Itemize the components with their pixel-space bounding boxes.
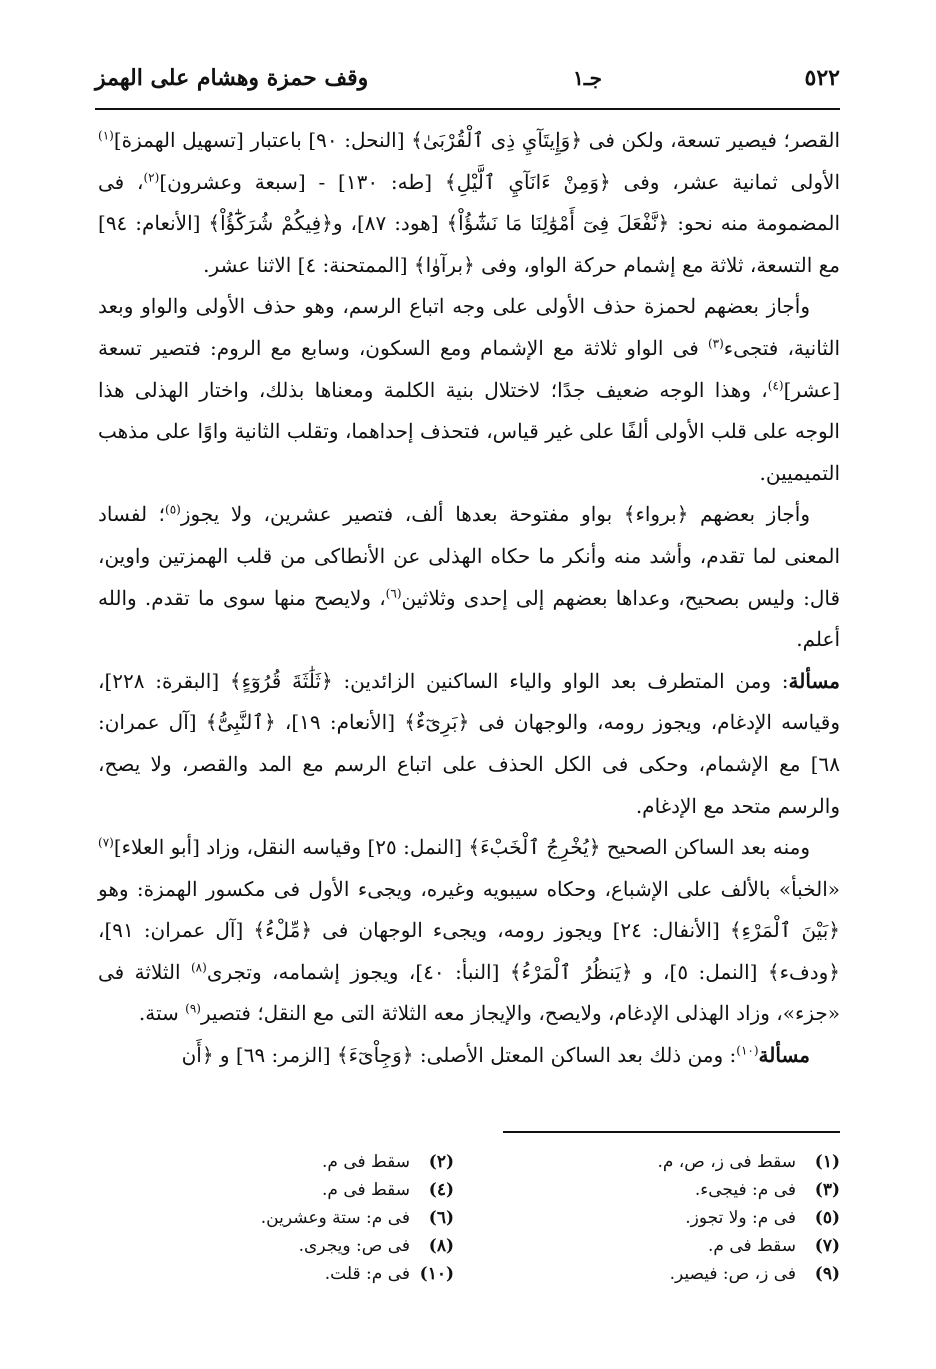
- footnote-number: (٨): [428, 1236, 454, 1256]
- text-segment: ، فى المضمومة منه نحو: ﴿نَّفْعَلَ فِىٓ أَمْوَٰلِنَا مَا نَشَٰٓؤُاْ﴾ [هود: ٨٧]، و﴿فِيكُمْ شُرَكَٰٓؤُاْ﴾ [الأنعام: ٩٤] مع التسعة، ثلاثة مع إشمام حركة الواو، وفى ﴿برآوٰا﴾ [الممتحنة: ٤] الاثنا عشر.: [98, 169, 840, 277]
- paragraph: [98, 1035, 840, 1077]
- page-header: [95, 56, 840, 100]
- text-segment: الثلاثة فى «جزء»، وزاد الهذلى الإدغام، ولايصح، والإيجاز معه الثلاثة التى مع النقل؛ فتصير: [98, 959, 840, 1026]
- text-segment: ، وهذا الوجه ضعيف جدًا؛ لاختلال بنية الكلمة ومعناها بذلك، واختار الهذلى هذا الوجه على قلب الأولى ألفًا على غير قياس، فتحذف إحداهما، وتقلب الثانية واوًا على مذهب التميميين.: [98, 377, 840, 485]
- footnote-number: (٦): [428, 1208, 454, 1228]
- footnote-marker: (٨): [190, 960, 207, 975]
- text-segment: ؛ لفساد المعنى لما تقدم، وأشد منه وأنكر ما حكاه الهذلى عن الأنطاكى من قلب الهمزتين واوين، قال: وليس بصحيح، وعداها بعضهم إلى إحدى وثلاثين: [98, 502, 841, 610]
- footnote-marker: (٦): [385, 585, 402, 600]
- footnote: [98, 1260, 454, 1288]
- text-segment: : ومن ذلك بعد الساكن المعتل الأصلى: ﴿وَجِاْىٓءَ﴾ [الزمر: ٦٩] و ﴿أَن: [181, 1043, 737, 1068]
- footnote: [98, 1232, 454, 1260]
- text-segment: ومنه بعد الساكن الصحيح ﴿يُخْرِجُ ٱلْخَبْءَ﴾ [النمل: ٢٥] وقياسه النقل، وزاد [أبو العلاء]: [113, 835, 810, 860]
- section-heading: مسألة: [758, 1043, 810, 1068]
- footnote-text: فى م: قلت.: [324, 1264, 410, 1284]
- footnote-marker: (٢): [143, 169, 160, 184]
- footnote-number: (١): [814, 1152, 840, 1172]
- paragraph: [98, 494, 840, 660]
- footnote: [484, 1148, 840, 1176]
- footnote-marker: (٤): [767, 377, 784, 392]
- footnote-text: فى م: ستة وعشرين.: [260, 1208, 410, 1228]
- footnote-rule: [503, 1131, 840, 1133]
- text-segment: القصر؛ فيصير تسعة، ولكن فى ﴿وَإِيتَآيِ ذِى ٱلْقُرْبَىٰ﴾ [النحل: ٩٠] باعتبار [تسهيل الهمزة]: [113, 128, 840, 152]
- footnote-text: سقط فى م.: [321, 1152, 410, 1172]
- footnote-text: فى ز، ص: فيصير.: [669, 1264, 796, 1284]
- paragraph: [98, 827, 840, 1035]
- footnote-marker: (٩): [185, 1001, 201, 1016]
- footnote-marker: (٥): [165, 502, 181, 517]
- footnotes: [98, 1148, 840, 1308]
- footnote-text: سقط فى م.: [321, 1180, 410, 1200]
- section-heading: مسألة: [788, 668, 840, 693]
- footnote-marker: (٣): [707, 336, 724, 351]
- footnote-number: (٥): [814, 1208, 840, 1228]
- text-segment: وأجاز بعضهم لحمزة حذف الأولى على وجه اتباع الرسم، وهو حذف الأولى والواو وبعد الثانية، فتجىء: [98, 294, 841, 360]
- footnote-marker: (٧): [98, 835, 114, 850]
- footnote: [98, 1148, 454, 1176]
- footnote-number: (٣): [814, 1180, 840, 1200]
- footnote-marker: (١٠): [736, 1043, 759, 1058]
- volume-label: جـ١: [573, 66, 602, 90]
- footnote-marker: (١): [98, 128, 114, 143]
- text-segment: ستة.: [138, 1001, 186, 1026]
- footnote: [484, 1232, 840, 1260]
- footnote-number: (٩): [814, 1264, 840, 1284]
- text-segment: وأجاز بعضهم ﴿برواء﴾ بواو مفتوحة بعدها ألف، فتصير عشرين، ولا يجوز: [180, 502, 810, 527]
- footnote-text: فى م: فيجىء.: [694, 1180, 796, 1200]
- main-text: [98, 120, 840, 1120]
- text-segment: ، ولايصح منها سوى ما تقدم. والله أعلم.: [98, 585, 840, 652]
- text-segment: «الخبأ» بالألف على الإشباع، وحكاه سيبويه وغيره، ويجىء الأول فى مكسور الهمزة: وهو ﴿بَيْنَ ٱلْمَرْءِ﴾ [الأنفال: ٢٤] ويجوز رومه، ويجىء الوجهان فى ﴿مِّلْءُ﴾ [آل عمران: ٩١]، ﴿ودفء﴾ [النمل: ٥]، و ﴿يَنظُرُ ٱلْمَرْءُ﴾ [النبأ: ٤٠]، ويجوز إشمامه، وتجرى: [98, 876, 840, 984]
- page-number: ٥٢٢: [804, 65, 840, 91]
- footnote-number: (١٠): [419, 1264, 454, 1284]
- header-rule: [95, 108, 840, 110]
- footnote: [98, 1176, 454, 1204]
- footnote-text: سقط فى م.: [707, 1236, 796, 1256]
- paragraph: [98, 661, 840, 827]
- footnote-number: (٢): [428, 1152, 454, 1172]
- paragraph: [98, 120, 840, 286]
- footnote-text: فى ص: ويجرى.: [298, 1236, 410, 1256]
- footnote-text: سقط فى ز، ص، م.: [657, 1152, 796, 1172]
- footnotes-left-column: [98, 1148, 454, 1308]
- footnote: [484, 1204, 840, 1232]
- footnotes-right-column: [484, 1148, 840, 1308]
- footnote-text: فى م: ولا تجوز.: [685, 1208, 796, 1228]
- footnote: [484, 1260, 840, 1288]
- text-segment: فى الواو ثلاثة مع الإشمام ومع السكون، وسابع مع الروم: فتصير تسعة [عشر]: [98, 335, 840, 402]
- paragraph: [98, 286, 840, 494]
- footnote-number: (٤): [428, 1180, 454, 1200]
- footnote: [484, 1176, 840, 1204]
- footnote: [98, 1204, 454, 1232]
- text-segment: : ومن المتطرف بعد الواو والياء الساكنين الزائدين: ﴿ثَلَٰثَةَ قُرُوٓءٍ﴾ [البقرة: ٢٢٨]، وقياسه الإدغام، ويجوز رومه، والوجهان فى ﴿بَرِىٓءٌ﴾ [الأنعام: ١٩]، ﴿ٱلنَّبِىُّ﴾ [آل عمران: ٦٨] مع الإشمام، وحكى فى الكل الحذف على اتباع الرسم مع المد والقصر، ولا يصح، والرسم متحد مع الإدغام.: [98, 668, 840, 818]
- running-title: وقف حمزة وهشام على الهمز: [95, 65, 369, 91]
- footnote-number: (٧): [814, 1236, 840, 1256]
- text-segment: الأولى ثمانية عشر، وفى ﴿وَمِنْ ءَانَآيِ ٱلَّيْلِ﴾ [طه: ١٣٠] - [سبعة وعشرون]: [159, 169, 840, 194]
